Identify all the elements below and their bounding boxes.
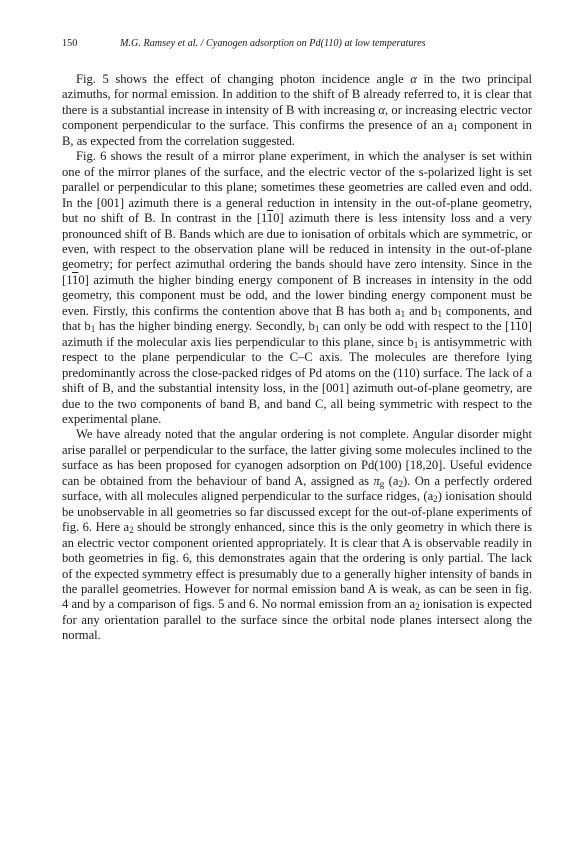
pi-symbol: π (373, 473, 380, 488)
page-number: 150 (62, 38, 78, 49)
alpha-symbol: α (410, 72, 417, 86)
running-title: M.G. Ramsey et al. / Cyanogen adsorption on Pd(110) at low temperatures (120, 38, 426, 49)
paragraph-fig6-mirror-plane: Fig. 6 shows the result of a mirror plane experiment, in which the analyser is set within one of the mirror planes of the surface, and the electric vector of the s-polarized light is set parallel or perpendicular to this plane; sometimes these geometries are called even and odd. In the [001] azimuth there is a general reduction in intensity in the out-of-plane geometry, but no shift of B. In contrast in the [110] azimuth there is less intensity loss and a very pronounced shift of B. Bands which are due to ionisation of orbitals which are symmetric, or even, with respect to the observation plane will be reduced in intensity in the out-of-plane geometry; for perfect azimuthal ordering the bands should have zero intensity. Since in the [110] azimuth the higher binding energy component of B increases in intensity in the odd geometry, this component must be odd, and the lower binding energy component must be even. Firstly, this confirms the contention above that B has both $a_1$ and $b_1$ components, and that $b_1$ has the higher binding energy. Secondly, $b_1$ can only be odd with respect to the [110] azimuth if the molecular axis lies perpendicular to this plane, since $b_1$ is antisymmetric with respect to the plane perpendicular to the C–C axis. The molecules are therefore lying predominantly across the close-packed ridges of Pd atoms on the (110) surface. The lack of a shift of B, and the substantial intensity loss, in the [001] azimuth out-of-plane geometry, are due to the two components of band B, and band C, all being symmetric with respect to the experimental plane. (62, 149, 533, 426)
paragraph-fig5: Fig. 5 shows the effect of changing photon incidence angle α in the two principal azimuths, for normal emission. In addition to the shift of B already referred to, it is clear that there is a substantial increase in intensity of B with increasing α, or increasing electric vector component perpendicular to the surface. This confirms the presence of an $a_1$ component in B, as expected from the correlation suggested. (62, 72, 532, 148)
paragraph-angular-ordering: We have already noted that the angular ordering is not complete. Angular disorder might arise parallel or perpendicular to the surface, the latter giving some molecules inclined to the surface as has been proposed for cyanogen adsorption on Pd(100) [18,20]. Useful evidence can be obtained from the behaviour of band A, assigned as $\pi_g$ $(a_2)$. On a perfectly ordered surface, with all molecules aligned perpendicular to the surface ridges, $(a_2)$ ionisation should be unobservable in all geometries so far discussed except for the out-of-plane experiments of fig. 6. Here $a_2$ should be strongly enhanced, since this is the only geometry in which there is an electric vector component oriented appropriately. It is clear that A is observable readily in both geometries in fig. 6, this demonstrates again that the ordering is only partial. The lack of the expected symmetry effect is presumably due to a generally higher intensity of bands in the parallel geometries. However for normal emission band A is weak, as can be seen in fig. 4 and by a comparison of figs. 5 and 6. No normal emission from an $a_2$ ionisation is expected for any orientation parallel to the surface since the orbital node planes intersect along the normal. (62, 427, 533, 643)
body-text (62, 72, 532, 644)
overbar-digit: 1 (266, 211, 274, 226)
page-header (62, 36, 532, 52)
overbar-digit: 1 (72, 272, 79, 287)
alpha-symbol: α (378, 102, 386, 117)
overbar-digit: 1 (515, 319, 522, 334)
